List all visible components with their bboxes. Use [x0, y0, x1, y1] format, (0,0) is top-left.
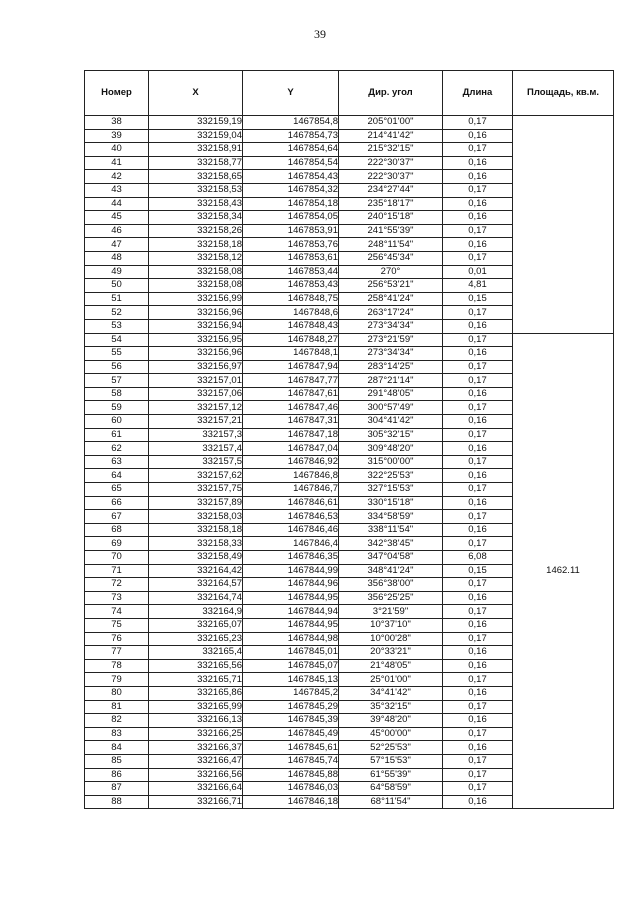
point-number-cell: 46: [85, 224, 149, 238]
segment-length-cell: 0,17: [443, 224, 513, 238]
segment-length-cell: 0,17: [443, 578, 513, 592]
point-number-cell: 66: [85, 496, 149, 510]
y-coordinate-cell: 1467846,8: [243, 469, 339, 483]
x-coordinate-cell: 332166,47: [149, 754, 243, 768]
point-number-cell: 68: [85, 523, 149, 537]
y-coordinate-cell: 1467846,92: [243, 455, 339, 469]
segment-length-cell: 0,16: [443, 197, 513, 211]
point-number-cell: 61: [85, 428, 149, 442]
point-number-cell: 57: [85, 374, 149, 388]
segment-length-cell: 0,17: [443, 537, 513, 551]
x-coordinate-cell: 332158,03: [149, 510, 243, 524]
direction-angle-cell: 25°01'00": [339, 673, 443, 687]
y-coordinate-cell: 1467848,75: [243, 292, 339, 306]
y-coordinate-cell: 1467853,61: [243, 251, 339, 265]
direction-angle-cell: 315°00'00": [339, 455, 443, 469]
segment-length-cell: 0,16: [443, 442, 513, 456]
direction-angle-cell: 309°48'20": [339, 442, 443, 456]
y-coordinate-cell: 1467854,73: [243, 129, 339, 143]
header-length: Длина: [443, 71, 513, 116]
segment-length-cell: 0,17: [443, 754, 513, 768]
x-coordinate-cell: 332157,12: [149, 401, 243, 415]
direction-angle-cell: 263°17'24": [339, 306, 443, 320]
direction-angle-cell: 347°04'58": [339, 551, 443, 565]
point-number-cell: 83: [85, 727, 149, 741]
segment-length-cell: 0,16: [443, 347, 513, 361]
x-coordinate-cell: 332164,9: [149, 605, 243, 619]
point-number-cell: 44: [85, 197, 149, 211]
header-x: X: [149, 71, 243, 116]
y-coordinate-cell: 1467854,54: [243, 156, 339, 170]
x-coordinate-cell: 332157,75: [149, 483, 243, 497]
y-coordinate-cell: 1467845,13: [243, 673, 339, 687]
y-coordinate-cell: 1467847,94: [243, 360, 339, 374]
x-coordinate-cell: 332165,07: [149, 618, 243, 632]
direction-angle-cell: 222°30'37": [339, 156, 443, 170]
point-number-cell: 60: [85, 415, 149, 429]
x-coordinate-cell: 332165,71: [149, 673, 243, 687]
x-coordinate-cell: 332158,33: [149, 537, 243, 551]
segment-length-cell: 0,16: [443, 170, 513, 184]
segment-length-cell: 0,15: [443, 564, 513, 578]
direction-angle-cell: 270°: [339, 265, 443, 279]
point-number-cell: 79: [85, 673, 149, 687]
x-coordinate-cell: 332157,62: [149, 469, 243, 483]
segment-length-cell: 0,16: [443, 156, 513, 170]
direction-angle-cell: 61°55'39": [339, 768, 443, 782]
point-number-cell: 80: [85, 686, 149, 700]
x-coordinate-cell: 332164,57: [149, 578, 243, 592]
x-coordinate-cell: 332166,56: [149, 768, 243, 782]
direction-angle-cell: 300°57'49": [339, 401, 443, 415]
segment-length-cell: 0,16: [443, 387, 513, 401]
direction-angle-cell: 283°14'25": [339, 360, 443, 374]
point-number-cell: 63: [85, 455, 149, 469]
header-y: Y: [243, 71, 339, 116]
y-coordinate-cell: 1467854,64: [243, 143, 339, 157]
x-coordinate-cell: 332158,26: [149, 224, 243, 238]
direction-angle-cell: 258°41'24": [339, 292, 443, 306]
y-coordinate-cell: 1467845,01: [243, 646, 339, 660]
table-body: [85, 116, 614, 809]
y-coordinate-cell: 1467847,04: [243, 442, 339, 456]
point-number-cell: 82: [85, 714, 149, 728]
direction-angle-cell: 356°38'00": [339, 578, 443, 592]
direction-angle-cell: 235°18'17": [339, 197, 443, 211]
y-coordinate-cell: 1467847,31: [243, 415, 339, 429]
direction-angle-cell: 348°41'24": [339, 564, 443, 578]
segment-length-cell: 0,17: [443, 727, 513, 741]
segment-length-cell: 0,17: [443, 605, 513, 619]
x-coordinate-cell: 332165,56: [149, 659, 243, 673]
point-number-cell: 45: [85, 211, 149, 225]
point-number-cell: 88: [85, 795, 149, 809]
direction-angle-cell: 334°58'59": [339, 510, 443, 524]
direction-angle-cell: 64°58'59": [339, 782, 443, 796]
x-coordinate-cell: 332166,25: [149, 727, 243, 741]
y-coordinate-cell: 1467847,77: [243, 374, 339, 388]
coordinates-table: [84, 70, 614, 809]
direction-angle-cell: 273°21'59": [339, 333, 443, 347]
x-coordinate-cell: 332164,42: [149, 564, 243, 578]
segment-length-cell: 0,16: [443, 714, 513, 728]
header-number: Номер: [85, 71, 149, 116]
point-number-cell: 71: [85, 564, 149, 578]
segment-length-cell: 0,17: [443, 455, 513, 469]
point-number-cell: 41: [85, 156, 149, 170]
header-area: Площадь, кв.м.: [513, 71, 614, 116]
segment-length-cell: 0,17: [443, 360, 513, 374]
x-coordinate-cell: 332158,65: [149, 170, 243, 184]
direction-angle-cell: 240°15'18": [339, 211, 443, 225]
x-coordinate-cell: 332159,04: [149, 129, 243, 143]
segment-length-cell: 0,16: [443, 415, 513, 429]
area-value: 1462.11: [513, 333, 614, 809]
x-coordinate-cell: 332158,18: [149, 523, 243, 537]
point-number-cell: 50: [85, 279, 149, 293]
point-number-cell: 49: [85, 265, 149, 279]
y-coordinate-cell: 1467854,18: [243, 197, 339, 211]
point-number-cell: 72: [85, 578, 149, 592]
point-number-cell: 48: [85, 251, 149, 265]
table-row: [85, 116, 614, 130]
direction-angle-cell: 20°33'21": [339, 646, 443, 660]
segment-length-cell: 0,17: [443, 401, 513, 415]
direction-angle-cell: 45°00'00": [339, 727, 443, 741]
x-coordinate-cell: 332166,37: [149, 741, 243, 755]
y-coordinate-cell: 1467854,43: [243, 170, 339, 184]
direction-angle-cell: 327°15'53": [339, 483, 443, 497]
direction-angle-cell: 322°25'53": [339, 469, 443, 483]
y-coordinate-cell: 1467845,61: [243, 741, 339, 755]
point-number-cell: 87: [85, 782, 149, 796]
y-coordinate-cell: 1467846,61: [243, 496, 339, 510]
direction-angle-cell: 205°01'00": [339, 116, 443, 130]
y-coordinate-cell: 1467854,32: [243, 183, 339, 197]
y-coordinate-cell: 1467846,46: [243, 523, 339, 537]
x-coordinate-cell: 332159,19: [149, 116, 243, 130]
direction-angle-cell: 214°41'42": [339, 129, 443, 143]
direction-angle-cell: 21°48'05": [339, 659, 443, 673]
direction-angle-cell: 273°34'34": [339, 347, 443, 361]
segment-length-cell: 0,16: [443, 741, 513, 755]
point-number-cell: 78: [85, 659, 149, 673]
y-coordinate-cell: 1467844,95: [243, 591, 339, 605]
segment-length-cell: 0,17: [443, 483, 513, 497]
x-coordinate-cell: 332158,34: [149, 211, 243, 225]
x-coordinate-cell: 332157,06: [149, 387, 243, 401]
table-header-row: [85, 71, 614, 116]
point-number-cell: 52: [85, 306, 149, 320]
point-number-cell: 54: [85, 333, 149, 347]
point-number-cell: 40: [85, 143, 149, 157]
x-coordinate-cell: 332158,53: [149, 183, 243, 197]
segment-length-cell: 0,17: [443, 251, 513, 265]
direction-angle-cell: 39°48'20": [339, 714, 443, 728]
segment-length-cell: 0,16: [443, 591, 513, 605]
direction-angle-cell: 356°25'25": [339, 591, 443, 605]
x-coordinate-cell: 332156,96: [149, 347, 243, 361]
point-number-cell: 62: [85, 442, 149, 456]
y-coordinate-cell: 1467845,29: [243, 700, 339, 714]
segment-length-cell: 0,16: [443, 319, 513, 333]
segment-length-cell: 0,16: [443, 618, 513, 632]
x-coordinate-cell: 332166,71: [149, 795, 243, 809]
point-number-cell: 69: [85, 537, 149, 551]
point-number-cell: 47: [85, 238, 149, 252]
direction-angle-cell: 338°11'54": [339, 523, 443, 537]
y-coordinate-cell: 1467854,8: [243, 116, 339, 130]
x-coordinate-cell: 332157,21: [149, 415, 243, 429]
direction-angle-cell: 304°41'42": [339, 415, 443, 429]
x-coordinate-cell: 332165,4: [149, 646, 243, 660]
x-coordinate-cell: 332166,13: [149, 714, 243, 728]
direction-angle-cell: 10°00'28": [339, 632, 443, 646]
x-coordinate-cell: 332158,12: [149, 251, 243, 265]
direction-angle-cell: 287°21'14": [339, 374, 443, 388]
x-coordinate-cell: 332166,64: [149, 782, 243, 796]
y-coordinate-cell: 1467848,6: [243, 306, 339, 320]
y-coordinate-cell: 1467846,35: [243, 551, 339, 565]
direction-angle-cell: 248°11'54": [339, 238, 443, 252]
y-coordinate-cell: 1467853,44: [243, 265, 339, 279]
x-coordinate-cell: 332165,23: [149, 632, 243, 646]
point-number-cell: 76: [85, 632, 149, 646]
direction-angle-cell: 291°48'05": [339, 387, 443, 401]
y-coordinate-cell: 1467846,4: [243, 537, 339, 551]
direction-angle-cell: 342°38'45": [339, 537, 443, 551]
x-coordinate-cell: 332156,97: [149, 360, 243, 374]
y-coordinate-cell: 1467847,18: [243, 428, 339, 442]
x-coordinate-cell: 332165,99: [149, 700, 243, 714]
segment-length-cell: 0,17: [443, 510, 513, 524]
segment-length-cell: 0,17: [443, 116, 513, 130]
point-number-cell: 86: [85, 768, 149, 782]
y-coordinate-cell: 1467845,07: [243, 659, 339, 673]
y-coordinate-cell: 1467844,94: [243, 605, 339, 619]
x-coordinate-cell: 332156,96: [149, 306, 243, 320]
direction-angle-cell: 330°15'18": [339, 496, 443, 510]
x-coordinate-cell: 332157,01: [149, 374, 243, 388]
segment-length-cell: 0,15: [443, 292, 513, 306]
point-number-cell: 77: [85, 646, 149, 660]
segment-length-cell: 0,17: [443, 306, 513, 320]
y-coordinate-cell: 1467845,88: [243, 768, 339, 782]
y-coordinate-cell: 1467844,95: [243, 618, 339, 632]
segment-length-cell: 0,16: [443, 129, 513, 143]
segment-length-cell: 4,81: [443, 279, 513, 293]
area-cell-upper: [513, 116, 614, 334]
segment-length-cell: 0,16: [443, 238, 513, 252]
x-coordinate-cell: 332158,49: [149, 551, 243, 565]
point-number-cell: 65: [85, 483, 149, 497]
segment-length-cell: 0,17: [443, 333, 513, 347]
segment-length-cell: 0,17: [443, 673, 513, 687]
segment-length-cell: 0,17: [443, 700, 513, 714]
page-number: 39: [314, 27, 326, 41]
segment-length-cell: 0,17: [443, 782, 513, 796]
x-coordinate-cell: 332158,08: [149, 265, 243, 279]
y-coordinate-cell: 1467846,03: [243, 782, 339, 796]
y-coordinate-cell: 1467844,99: [243, 564, 339, 578]
point-number-cell: 64: [85, 469, 149, 483]
x-coordinate-cell: 332157,89: [149, 496, 243, 510]
x-coordinate-cell: 332158,77: [149, 156, 243, 170]
segment-length-cell: 0,16: [443, 496, 513, 510]
segment-length-cell: 0,17: [443, 374, 513, 388]
point-number-cell: 51: [85, 292, 149, 306]
y-coordinate-cell: 1467854,05: [243, 211, 339, 225]
x-coordinate-cell: 332156,95: [149, 333, 243, 347]
point-number-cell: 56: [85, 360, 149, 374]
segment-length-cell: 0,17: [443, 768, 513, 782]
direction-angle-cell: 34°41'42": [339, 686, 443, 700]
direction-angle-cell: 222°30'37": [339, 170, 443, 184]
x-coordinate-cell: 332157,3: [149, 428, 243, 442]
x-coordinate-cell: 332158,18: [149, 238, 243, 252]
point-number-cell: 39: [85, 129, 149, 143]
x-coordinate-cell: 332157,4: [149, 442, 243, 456]
x-coordinate-cell: 332158,91: [149, 143, 243, 157]
point-number-cell: 85: [85, 754, 149, 768]
segment-length-cell: 0,16: [443, 646, 513, 660]
direction-angle-cell: 273°34'34": [339, 319, 443, 333]
direction-angle-cell: 305°32'15": [339, 428, 443, 442]
y-coordinate-cell: 1467846,18: [243, 795, 339, 809]
point-number-cell: 73: [85, 591, 149, 605]
y-coordinate-cell: 1467846,7: [243, 483, 339, 497]
segment-length-cell: 0,16: [443, 659, 513, 673]
x-coordinate-cell: 332156,99: [149, 292, 243, 306]
point-number-cell: 55: [85, 347, 149, 361]
direction-angle-cell: 215°32'15": [339, 143, 443, 157]
point-number-cell: 42: [85, 170, 149, 184]
y-coordinate-cell: 1467848,43: [243, 319, 339, 333]
y-coordinate-cell: 1467845,49: [243, 727, 339, 741]
y-coordinate-cell: 1467845,74: [243, 754, 339, 768]
y-coordinate-cell: 1467846,53: [243, 510, 339, 524]
x-coordinate-cell: 332165,86: [149, 686, 243, 700]
point-number-cell: 75: [85, 618, 149, 632]
segment-length-cell: 0,16: [443, 686, 513, 700]
segment-length-cell: 0,01: [443, 265, 513, 279]
direction-angle-cell: 234°27'44": [339, 183, 443, 197]
segment-length-cell: 0,16: [443, 211, 513, 225]
y-coordinate-cell: 1467844,96: [243, 578, 339, 592]
point-number-cell: 53: [85, 319, 149, 333]
header-direction-angle: Дир. угол: [339, 71, 443, 116]
x-coordinate-cell: 332158,43: [149, 197, 243, 211]
direction-angle-cell: 57°15'53": [339, 754, 443, 768]
x-coordinate-cell: 332156,94: [149, 319, 243, 333]
direction-angle-cell: 256°53'21": [339, 279, 443, 293]
y-coordinate-cell: 1467847,61: [243, 387, 339, 401]
point-number-cell: 74: [85, 605, 149, 619]
segment-length-cell: 0,16: [443, 795, 513, 809]
y-coordinate-cell: 1467847,46: [243, 401, 339, 415]
y-coordinate-cell: 1467853,76: [243, 238, 339, 252]
y-coordinate-cell: 1467848,1: [243, 347, 339, 361]
y-coordinate-cell: 1467844,98: [243, 632, 339, 646]
y-coordinate-cell: 1467853,43: [243, 279, 339, 293]
point-number-cell: 70: [85, 551, 149, 565]
point-number-cell: 38: [85, 116, 149, 130]
direction-angle-cell: 3°21'59": [339, 605, 443, 619]
segment-length-cell: 0,16: [443, 469, 513, 483]
point-number-cell: 84: [85, 741, 149, 755]
direction-angle-cell: 68°11'54": [339, 795, 443, 809]
direction-angle-cell: 52°25'53": [339, 741, 443, 755]
y-coordinate-cell: 1467853,91: [243, 224, 339, 238]
point-number-cell: 58: [85, 387, 149, 401]
point-number-cell: 81: [85, 700, 149, 714]
segment-length-cell: 0,17: [443, 183, 513, 197]
x-coordinate-cell: 332158,08: [149, 279, 243, 293]
point-number-cell: 67: [85, 510, 149, 524]
point-number-cell: 59: [85, 401, 149, 415]
segment-length-cell: 0,16: [443, 523, 513, 537]
segment-length-cell: 0,17: [443, 632, 513, 646]
y-coordinate-cell: 1467845,2: [243, 686, 339, 700]
table-row: [85, 333, 614, 347]
segment-length-cell: 0,17: [443, 143, 513, 157]
x-coordinate-cell: 332157,5: [149, 455, 243, 469]
direction-angle-cell: 256°45'34": [339, 251, 443, 265]
y-coordinate-cell: 1467845,39: [243, 714, 339, 728]
direction-angle-cell: 241°55'39": [339, 224, 443, 238]
direction-angle-cell: 35°32'15": [339, 700, 443, 714]
segment-length-cell: 0,17: [443, 428, 513, 442]
point-number-cell: 43: [85, 183, 149, 197]
x-coordinate-cell: 332164,74: [149, 591, 243, 605]
direction-angle-cell: 10°37'10": [339, 618, 443, 632]
segment-length-cell: 6,08: [443, 551, 513, 565]
y-coordinate-cell: 1467848,27: [243, 333, 339, 347]
